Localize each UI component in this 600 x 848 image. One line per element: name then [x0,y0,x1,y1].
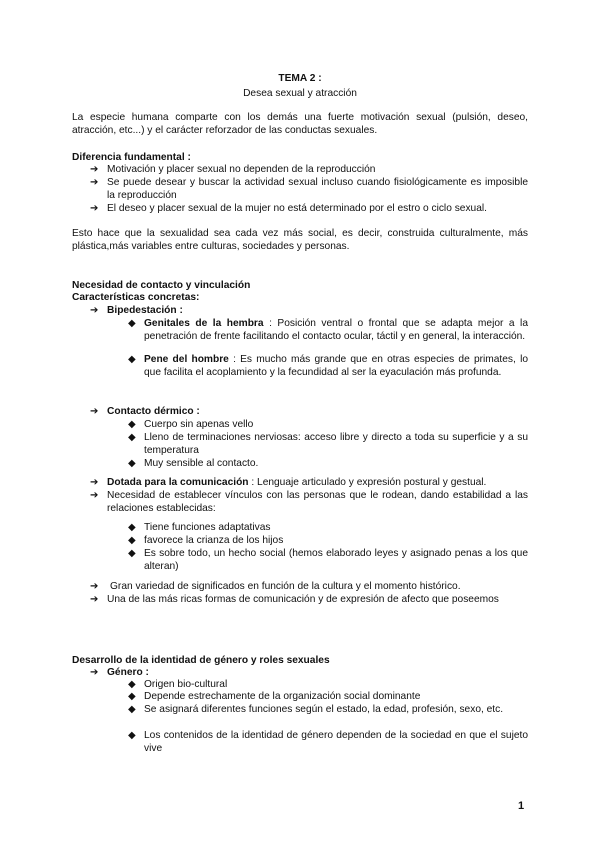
diamond-bullet-icon: ◆ [128,432,136,443]
esto-hace-paragraph: Esto hace que la sexualidad sea cada vez más social, es decir, construida culturalmente, más plástica,más variables entre culturas, sociedades y personas. [72,228,528,252]
ricas-item: ➔ Una de las más ricas formas de comunicación y de expresión de afecto que poseemos [90,594,499,605]
list-item: ◆ Origen bio-cultural [128,679,228,690]
list-item: ◆ Cuerpo sin apenas vello [128,419,254,430]
arrow-icon: ➔ [90,477,99,488]
diamond-bullet-icon: ◆ [128,691,136,702]
bipedestacion-item: ➔ Bipedestación : [90,305,183,316]
vinculos-item: ➔ Necesidad de establecer vínculos con las personas que le rodean, dando estabilidad a las relaciones establecidas: [90,490,528,514]
list-item: ◆ Es sobre todo, un hecho social (hemos elaborado leyes y asignado penas a los que alteran) [128,548,528,572]
dotada-item: ➔ Dotada para la comunicación : Lenguaje articulado y expresión postural y gestual. [90,477,487,488]
page-title: TEMA 2 : [278,73,322,84]
necesidad-heading: Necesidad de contacto y vinculación [72,280,251,291]
diamond-bullet-icon: ◆ [128,679,136,690]
list-item: ➔ Motivación y placer sexual no dependen de la reproducción [90,164,376,175]
diamond-bullet-icon: ◆ [128,318,136,329]
diamond-bullet-icon: ◆ [128,354,136,365]
list-item: ◆ favorece la crianza de los hijos [128,535,284,546]
list-item: ◆ Depende estrechamente de la organización social dominante [128,691,421,702]
diamond-bullet-icon: ◆ [128,458,136,469]
arrow-icon: ➔ [90,581,99,592]
diamond-bullet-icon: ◆ [128,419,136,430]
arrow-icon: ➔ [90,177,99,188]
arrow-icon: ➔ [90,490,99,501]
page-subtitle: Desea sexual y atracción [243,88,357,99]
arrow-icon: ➔ [90,164,99,175]
intro-paragraph: La especie humana comparte con los demás una fuerte motivación sexual (pulsión, deseo, atracción, etc...) y el carácter reforzador de las conductas sexuales. [72,112,528,136]
arrow-icon: ➔ [90,594,99,605]
arrow-icon: ➔ [90,406,99,417]
arrow-icon: ➔ [90,667,99,678]
list-item: ◆ Tiene funciones adaptativas [128,522,271,533]
list-item: ◆ Se asignará diferentes funciones según el estado, la edad, profesión, sexo, etc. [128,704,504,715]
diferencia-heading: Diferencia fundamental : [72,152,191,163]
diamond-bullet-icon: ◆ [128,522,136,533]
desarrollo-heading: Desarrollo de la identidad de género y roles sexuales [72,655,330,666]
variedad-item: ➔ Gran variedad de significados en función de la cultura y el momento histórico. [90,581,461,592]
diamond-bullet-icon: ◆ [128,548,136,559]
list-item: ➔ El deseo y placer sexual de la mujer no está determinado por el estro o ciclo sexual. [90,203,487,214]
genero-item: ➔ Género : [90,667,149,678]
arrow-icon: ➔ [90,203,99,214]
list-item: ◆ Genitales de la hembra : Posición ventral o frontal que se adapta mejor a la penetración de frente facilitando el contacto ocular, táctil y en general, la interacción. [128,318,528,342]
page-number: 1 [518,800,525,812]
diamond-bullet-icon: ◆ [128,730,136,741]
list-item: ◆ Lleno de terminaciones nerviosas: acceso libre y directo a toda su superficie y a su temperatura [128,432,528,456]
caracteristicas-subheading: Características concretas: [72,292,200,303]
diamond-bullet-icon: ◆ [128,704,136,715]
list-item: ◆ Los contenidos de la identidad de género dependen de la sociedad en que el sujeto vive [128,730,528,754]
diamond-bullet-icon: ◆ [128,535,136,546]
contacto-item: ➔ Contacto dérmico : [90,406,200,417]
list-item: ◆ Pene del hombre : Es mucho más grande que en otras especies de primates, lo que facilita el acoplamiento y la fecundidad al ser la eyaculación más profunda. [128,354,528,378]
list-item: ◆ Muy sensible al contacto. [128,458,259,469]
arrow-icon: ➔ [90,305,99,316]
list-item: ➔ Se puede desear y buscar la actividad sexual incluso cuando fisiológicamente es imposible la reproducción [90,177,528,201]
